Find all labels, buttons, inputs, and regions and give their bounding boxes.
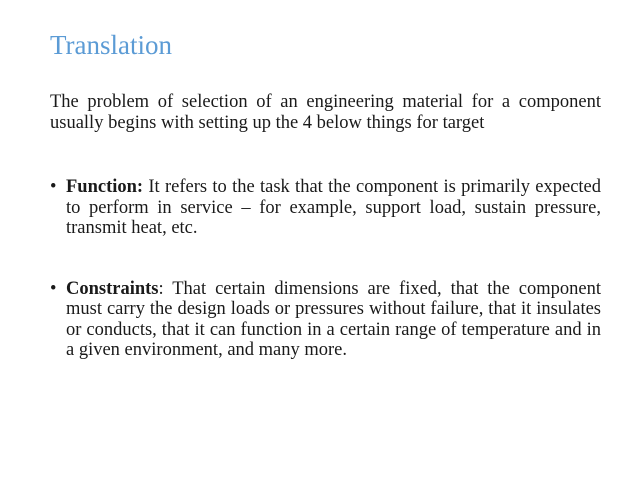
bullet-function [50, 177, 601, 239]
intro-paragraph: The problem of selection of an engineering material for a component usually begins with setting up the 4 below things for target [50, 92, 601, 133]
bullet-term-constraints: Constraints [66, 278, 159, 299]
slide-title: Translation [50, 30, 173, 60]
slide-body [50, 92, 601, 361]
bullet-text-constraints: : That certain dimensions are fixed, that the component must carry the design loads or pressures without failure, that it insulates or conducts, that it can function in a certain range of temperature and in a given environment, and many more. [66, 278, 601, 360]
bullet-text-function: It refers to the task that the component is primarily expected to perform in service – for example, support load, sustain pressure, transmit heat, etc. [66, 177, 601, 238]
bullet-marker: • [50, 177, 57, 197]
bullet-constraints [50, 279, 601, 361]
bullet-marker: • [50, 278, 57, 299]
bullet-term-function: Function: [66, 177, 144, 197]
